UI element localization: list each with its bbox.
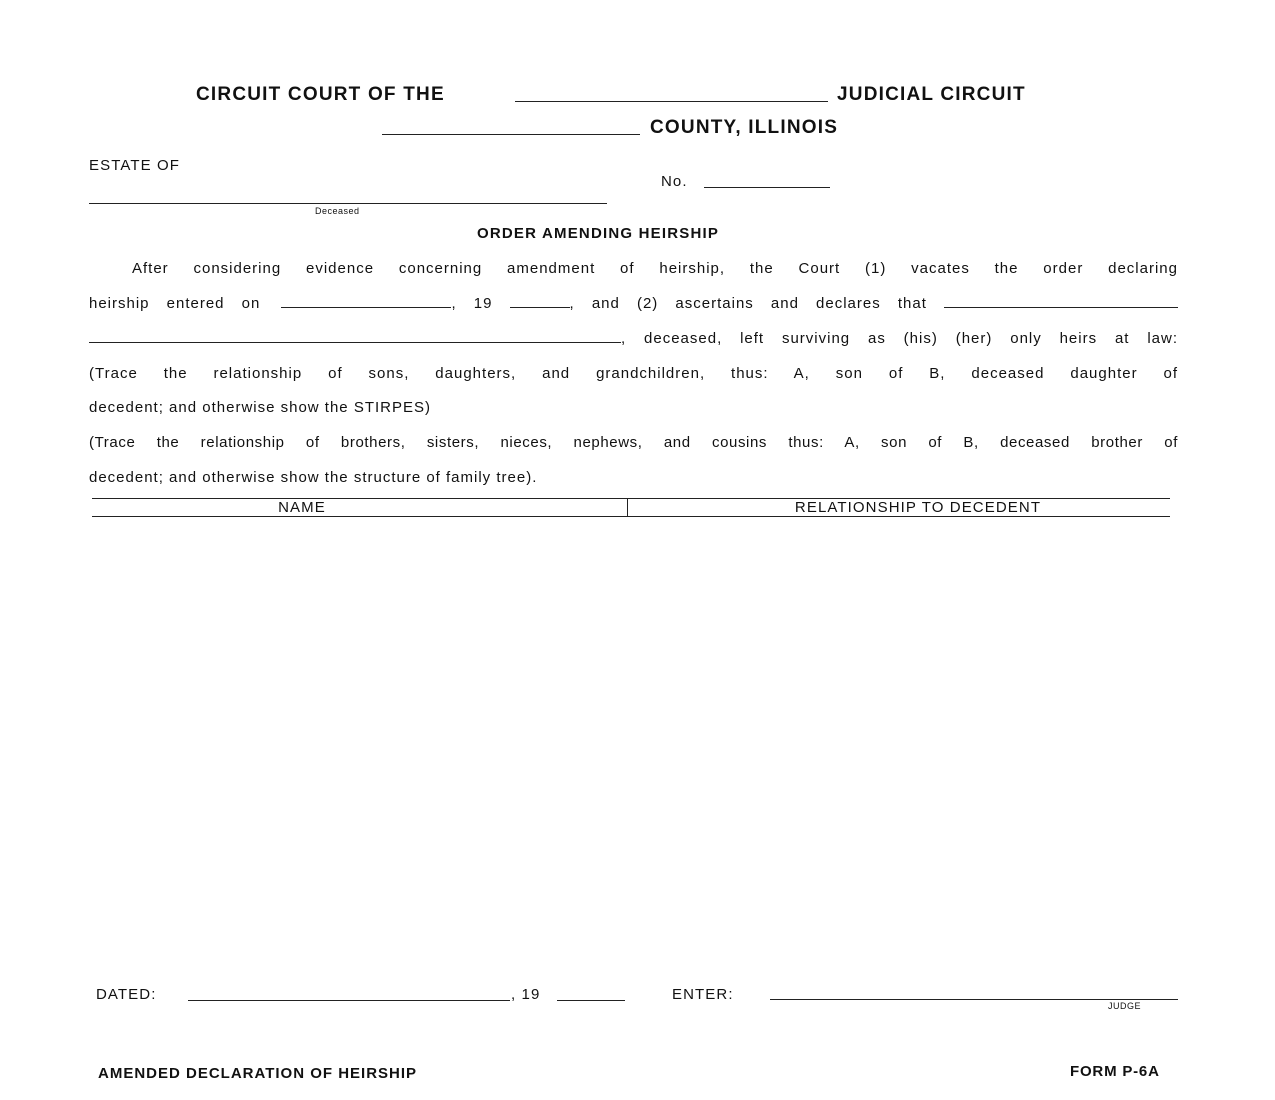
body-line-7: decedent; and otherwise show the structure of family tree). [89, 469, 538, 486]
body-line-5: decedent; and otherwise show the STIRPES) [89, 399, 431, 416]
body-line-2 [89, 295, 1178, 313]
body-line-4 [89, 365, 1178, 383]
court-prefix: CIRCUIT COURT OF THE [196, 84, 445, 105]
enter-label: ENTER: [672, 986, 734, 1003]
entered-year-field[interactable] [510, 295, 570, 308]
dated-field[interactable] [188, 1000, 510, 1001]
body-text: (Trace the relationship of brothers, sisters, nieces, nephews, and cousins thus: A, son of B, deceased brother of [89, 434, 1178, 451]
county-label: COUNTY, ILLINOIS [650, 117, 839, 138]
estate-label: ESTATE OF [89, 157, 181, 174]
body-text: heirship entered on [89, 295, 261, 312]
county-field[interactable] [382, 134, 640, 135]
dated-year-field[interactable] [557, 1000, 625, 1001]
dated-label: DATED: [96, 986, 157, 1003]
case-no-field[interactable] [704, 187, 830, 188]
decedent-name-field[interactable] [89, 203, 607, 204]
body-line-6 [89, 434, 1178, 452]
case-no-label: No. [661, 173, 688, 190]
judicial-circuit-field[interactable] [515, 101, 828, 102]
entered-date-field[interactable] [281, 295, 451, 308]
decedent-field[interactable] [944, 295, 1178, 308]
decedent-field-cont[interactable] [89, 330, 621, 343]
deceased-caption: Deceased [315, 206, 360, 216]
judge-signature-field[interactable] [770, 999, 1178, 1000]
dated-year-prefix: , 19 [511, 986, 541, 1003]
body-line-3 [89, 330, 1178, 348]
document-title: ORDER AMENDING HEIRSHIP [477, 225, 720, 242]
body-text: , 19 [451, 295, 493, 312]
body-text: , deceased, left surviving as (his) (her) only heirs at law: [621, 330, 1178, 347]
body-line-1 [132, 260, 1178, 278]
body-text: (Trace the relationship of sons, daughters, and grandchildren, thus: A, son of B, deceased daughter of [89, 365, 1178, 382]
footer-form-number: FORM P-6A [1070, 1063, 1160, 1080]
court-suffix: JUDICIAL CIRCUIT [837, 84, 1026, 105]
table-bottom-rule [92, 516, 1170, 517]
body-text: After considering evidence concerning amendment of heirship, the Court (1) vacates the order declaring [132, 260, 1178, 277]
body-text: , and (2) ascertains and declares that [569, 295, 927, 312]
column-header-relationship: RELATIONSHIP TO DECEDENT [794, 499, 1042, 516]
column-header-name: NAME [278, 499, 326, 516]
judge-caption: JUDGE [1108, 1001, 1142, 1011]
footer-form-name: AMENDED DECLARATION OF HEIRSHIP [98, 1065, 418, 1082]
